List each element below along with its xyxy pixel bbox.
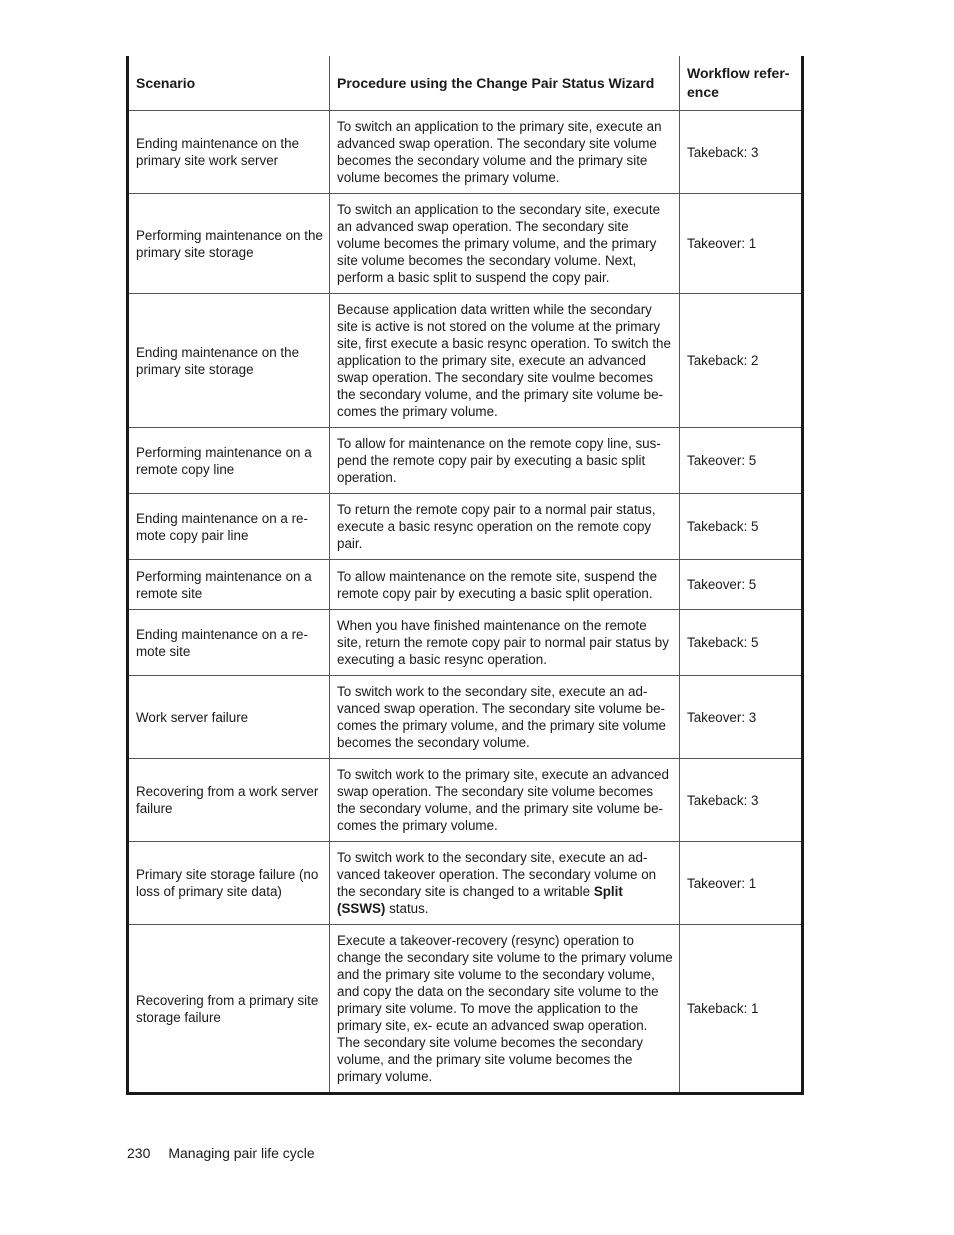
scenario-cell: Primary site storage failure (no loss of primary site data) — [128, 842, 330, 925]
scenario-cell: Performing maintenance on the primary site storage — [128, 194, 330, 294]
workflow-cell: Takeover: 5 — [680, 428, 803, 494]
procedure-text: To switch work to the secondary site, execute an ad- vanced takeover operation. The secondary volume on the secondary site is changed to a writable — [337, 850, 657, 899]
table-row — [128, 560, 803, 610]
split-ssws-status: Split (SSWS) — [337, 884, 623, 916]
procedure-cell: Execute a takeover-recovery (resync) operation to change the secondary site volume to the primary volume and the primary site volume to the secondary volume, and copy the data on the secondary site volume to the primary site volume. To move the application to the primary site, ex- ecute an advanced swap operation. The secondary site volume becomes the secondary volume, and the primary site volume becomes the primary volume. — [330, 925, 680, 1094]
table-row — [128, 925, 803, 1094]
workflow-cell: Takeover: 3 — [680, 676, 803, 759]
table-row — [128, 428, 803, 494]
procedure-cell: To switch work to the secondary site, execute an ad- vanced swap operation. The secondary site volume be- comes the primary volume, and the primary site volume becomes the secondary volume. — [330, 676, 680, 759]
workflow-cell: Takeover: 1 — [680, 194, 803, 294]
procedure-cell: To switch an application to the primary site, execute an advanced swap operation. The secondary site volume becomes the secondary volume and the primary site volume becomes the primary volume. — [330, 111, 680, 194]
scenario-cell: Work server failure — [128, 676, 330, 759]
table-row — [128, 111, 803, 194]
header-procedure: Procedure using the Change Pair Status Wizard — [330, 56, 680, 111]
table-row — [128, 494, 803, 560]
scenario-cell: Ending maintenance on the primary site storage — [128, 294, 330, 428]
table-row — [128, 842, 803, 925]
section-title: Managing pair life cycle — [168, 1145, 315, 1161]
procedure-cell — [330, 842, 680, 925]
procedure-cell: Because application data written while the secondary site is active is not stored on the volume at the primary site, first execute a basic resync operation. To switch the application to the primary site, execute an advanced swap operation. The secondary site voulme becomes the secondary volume, and the primary site volume be- comes the primary volume. — [330, 294, 680, 428]
scenario-cell: Recovering from a primary site storage failure — [128, 925, 330, 1094]
table-row — [128, 676, 803, 759]
workflow-cell: Takeback: 2 — [680, 294, 803, 428]
scenario-cell: Performing maintenance on a remote site — [128, 560, 330, 610]
scenario-cell: Ending maintenance on a re- mote copy pair line — [128, 494, 330, 560]
workflow-cell: Takeback: 3 — [680, 111, 803, 194]
procedure-cell: To switch an application to the secondary site, execute an advanced swap operation. The secondary site volume becomes the primary volume, and the primary site volume becomes the secondary volume. Next, perform a basic split to suspend the copy pair. — [330, 194, 680, 294]
procedure-cell: To return the remote copy pair to a normal pair status, execute a basic resync operation on the remote copy pair. — [330, 494, 680, 560]
page-footer — [127, 1145, 315, 1161]
scenario-cell: Ending maintenance on the primary site work server — [128, 111, 330, 194]
procedure-cell: To switch work to the primary site, execute an advanced swap operation. The secondary site volume becomes the secondary volume, and the primary site volume be- comes the primary volume. — [330, 759, 680, 842]
workflow-cell: Takeback: 5 — [680, 494, 803, 560]
table-row — [128, 194, 803, 294]
scenario-table — [126, 56, 804, 1095]
table-header-row — [128, 56, 803, 111]
workflow-cell: Takeover: 1 — [680, 842, 803, 925]
table-row — [128, 610, 803, 676]
header-workflow-reference: Workflow refer- ence — [680, 56, 803, 111]
procedure-cell: To allow for maintenance on the remote copy line, sus- pend the remote copy pair by executing a basic split operation. — [330, 428, 680, 494]
table-row — [128, 759, 803, 842]
workflow-cell: Takeover: 5 — [680, 560, 803, 610]
procedure-text: status. — [385, 901, 429, 916]
scenario-cell: Performing maintenance on a remote copy line — [128, 428, 330, 494]
page-number: 230 — [127, 1145, 151, 1161]
workflow-cell: Takeback: 3 — [680, 759, 803, 842]
table-row — [128, 294, 803, 428]
procedure-cell: To allow maintenance on the remote site, suspend the remote copy pair by executing a basic split operation. — [330, 560, 680, 610]
scenario-cell: Ending maintenance on a re- mote site — [128, 610, 330, 676]
header-scenario: Scenario — [128, 56, 330, 111]
procedure-cell: When you have finished maintenance on the remote site, return the remote copy pair to normal pair status by executing a basic resync operation. — [330, 610, 680, 676]
workflow-cell: Takeback: 1 — [680, 925, 803, 1094]
scenario-cell: Recovering from a work server failure — [128, 759, 330, 842]
workflow-cell: Takeback: 5 — [680, 610, 803, 676]
